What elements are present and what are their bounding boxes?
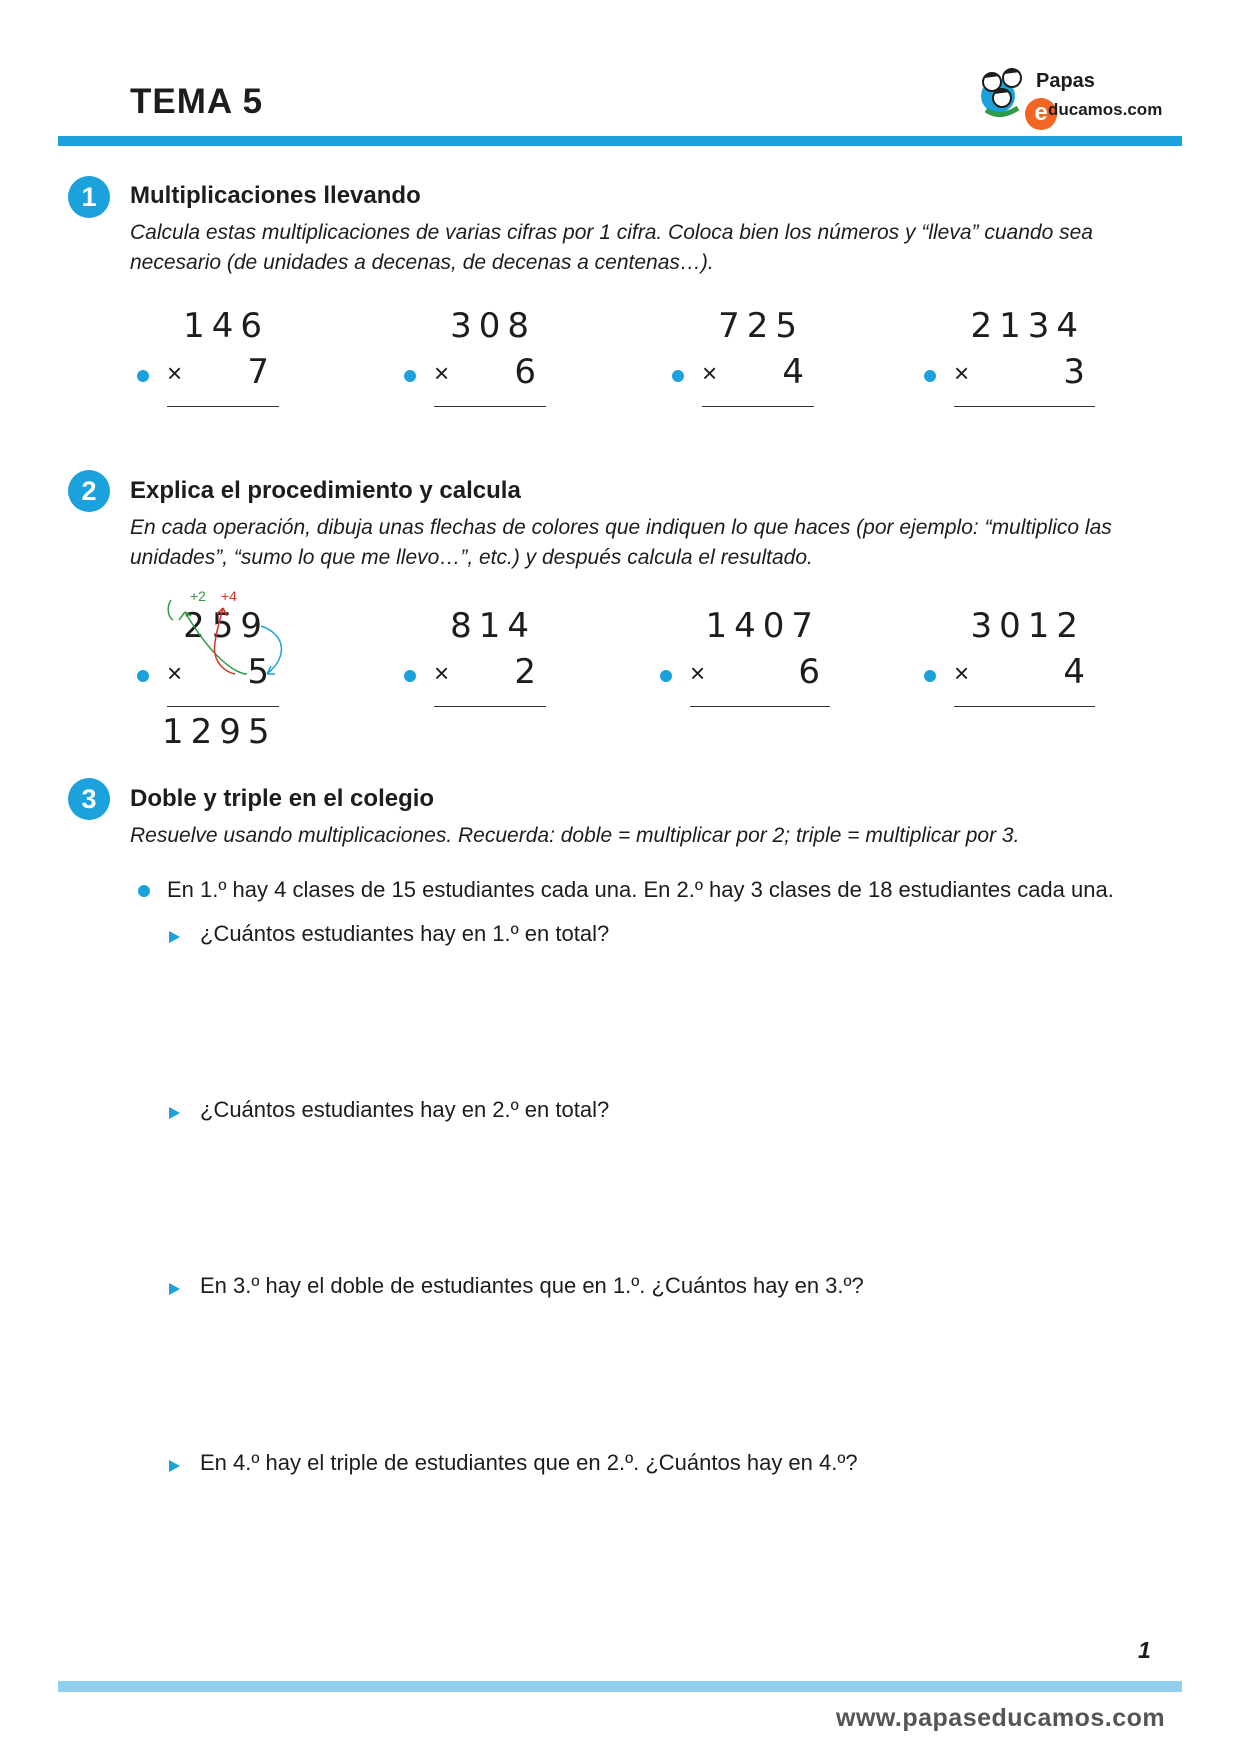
multiplier: 6 — [514, 352, 536, 392]
times-sign: × — [954, 358, 970, 388]
section-number-1: 1 — [68, 176, 110, 218]
question-2: ¿Cuántos estudiantes hay en 2.º en total? — [200, 1097, 610, 1122]
times-sign: × — [690, 658, 706, 688]
multiplicand: 2134 — [970, 306, 1085, 346]
multiplicand: 725 — [718, 306, 804, 346]
bullet-dot — [404, 370, 416, 382]
bullet-dot — [138, 885, 150, 897]
answer-line — [167, 406, 279, 407]
problem-statement: En 1.º hay 4 clases de 15 estudiantes cada una. En 2.º hay 3 clases de 18 estudiantes cada una. — [167, 877, 1114, 902]
multiplication-exercise[interactable] — [404, 306, 546, 416]
multiplication-exercise[interactable] — [404, 606, 546, 716]
multiplier: 4 — [1063, 652, 1085, 692]
section-number-3: 3 — [68, 778, 110, 820]
example-result: 1295 — [162, 712, 277, 752]
multiplier: 7 — [247, 352, 269, 392]
question-3: En 3.º hay el doble de estudiantes que en 1.º. ¿Cuántos hay en 3.º? — [200, 1273, 864, 1298]
section-title-3: Doble y triple en el colegio — [130, 785, 435, 812]
multiplier: 6 — [798, 652, 820, 692]
section-instruction-2: En cada operación, dibuja unas flechas de colores que indiquen lo que haces (por ejemplo: “multiplico las unidades”, “sumo lo que me llevo…”, etc.) y después calcula el resultado. — [130, 516, 1112, 569]
footer-website-link[interactable]: www.papaseducamos.com — [836, 1704, 1166, 1732]
carry-label-red: +4 — [221, 588, 237, 604]
section-instruction-3: Resuelve usando multiplicaciones. Recuerda: doble = multiplicar por 2; triple = multiplicar por 3. — [130, 824, 1020, 847]
multiplicand: 3012 — [970, 606, 1085, 646]
times-sign: × — [954, 658, 970, 688]
times-sign: × — [434, 658, 450, 688]
multiplier: 2 — [514, 652, 536, 692]
multiplicand: 146 — [183, 306, 269, 346]
multiplicand: 259 — [183, 606, 269, 646]
answer-line — [690, 706, 830, 707]
question-4: En 4.º hay el triple de estudiantes que en 2.º. ¿Cuántos hay en 4.º? — [200, 1450, 858, 1475]
multiplicand: 1407 — [705, 606, 820, 646]
bullet-dot — [924, 370, 936, 382]
answer-line — [434, 706, 546, 707]
bullet-dot — [137, 370, 149, 382]
carry-label-green: +2 — [190, 588, 206, 604]
multiplication-exercise[interactable] — [137, 306, 279, 416]
multiplication-exercise[interactable] — [672, 306, 814, 416]
triangle-bullet-icon — [169, 1460, 180, 1472]
question-1: ¿Cuántos estudiantes hay en 1.º en total? — [200, 921, 610, 946]
section-instruction-1: Calcula estas multiplicaciones de varias cifras por 1 cifra. Coloca bien los números y “lleva” cuando sea necesario (de unidades a decenas, de decenas a centenas…). — [130, 221, 1093, 274]
times-sign: × — [167, 358, 183, 388]
answer-line — [434, 406, 546, 407]
logo-text-educamos: ducamos.com — [1048, 100, 1163, 119]
page-number: 1 — [1138, 1637, 1151, 1663]
times-sign: × — [167, 658, 183, 688]
multiplication-exercise[interactable] — [924, 306, 1095, 416]
header-divider — [58, 136, 1182, 146]
answer-line — [954, 406, 1095, 407]
bullet-dot — [404, 670, 416, 682]
answer-line — [702, 406, 814, 407]
bullet-dot — [660, 670, 672, 682]
multiplication-exercise[interactable] — [924, 606, 1095, 716]
bullet-dot — [924, 670, 936, 682]
triangle-bullet-icon — [169, 1107, 180, 1119]
times-sign: × — [434, 358, 450, 388]
multiplier: 4 — [782, 352, 804, 392]
multiplicand: 308 — [450, 306, 536, 346]
footer-divider — [58, 1681, 1182, 1692]
page-title: TEMA 5 — [130, 82, 264, 121]
answer-line — [954, 706, 1095, 707]
multiplicand: 814 — [450, 606, 536, 646]
bullet-dot — [137, 670, 149, 682]
logo-text-papas: Papas — [1036, 70, 1095, 92]
triangle-bullet-icon — [169, 1283, 180, 1295]
carry-arrows-icon — [165, 590, 295, 680]
logo-e-badge: e — [1025, 98, 1057, 130]
section-title-1: Multiplicaciones llevando — [130, 182, 421, 209]
multiplier: 5 — [247, 652, 269, 692]
section-number-2: 2 — [68, 470, 110, 512]
triangle-bullet-icon — [169, 931, 180, 943]
times-sign: × — [702, 358, 718, 388]
answer-line — [167, 706, 279, 707]
section-title-2: Explica el procedimiento y calcula — [130, 477, 521, 504]
multiplier: 3 — [1063, 352, 1085, 392]
bullet-dot — [672, 370, 684, 382]
multiplication-exercise[interactable] — [660, 606, 830, 716]
